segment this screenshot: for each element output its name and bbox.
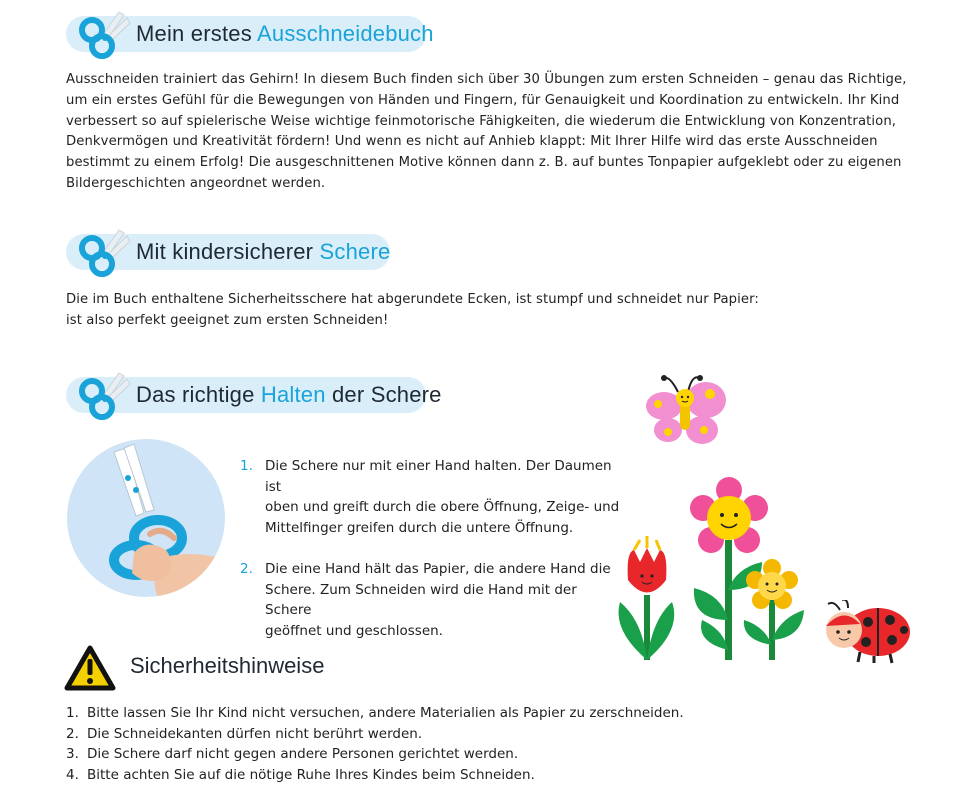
heading-text: Mein erstes Ausschneidebuch <box>66 21 434 47</box>
paragraph-line: Denkvermögen und Kreativität fördern! Und wenn es nicht auf Anhieb klappt: Mit Ihrer Hilfe wird das erste Ausschneiden <box>66 132 966 153</box>
item-number: 3. <box>66 744 79 765</box>
paragraph-line: Bildergeschichten angeordnet werden. <box>66 174 966 195</box>
item-text: Die Schere darf nicht gegen andere Personen gerichtet werden. <box>87 746 518 762</box>
list-item <box>240 456 620 538</box>
item-text: Die Schneidekanten dürfen nicht berührt werden. <box>87 726 422 742</box>
step-number: 1. <box>240 456 253 477</box>
list-item <box>66 765 946 785</box>
section-heading-schere <box>66 234 390 270</box>
scissors-icon <box>72 226 132 278</box>
step-number: 2. <box>240 559 253 580</box>
paragraph-line: bestimmt zu einem Erfolg! Die ausgeschnittenen Motive können dann z. B. auf buntes Tonpapier aufgeklebt oder zu eigenen <box>66 153 966 174</box>
step-line: Die eine Hand hält das Papier, die andere Hand die <box>265 559 620 580</box>
item-text: Bitte lassen Sie Ihr Kind nicht versuchen, andere Materialien als Papier zu zerschneiden. <box>87 705 684 721</box>
step-line: geöffnet und geschlossen. <box>265 621 620 642</box>
item-number: 2. <box>66 724 79 745</box>
safety-heading: Sicherheitshinweise <box>130 653 324 679</box>
butterfly-illustration <box>640 372 728 454</box>
paragraph-line: ist also perfekt geeignet zum ersten Schneiden! <box>66 311 926 332</box>
list-item <box>66 744 946 765</box>
paragraph-line: verbessert so auf spielerische Weise wichtige feinmotorische Fähigkeiten, die wiederum die Entwicklung von Konzentration, <box>66 112 966 133</box>
scissors-icon <box>72 8 132 60</box>
step-line: Die Schere nur mit einer Hand halten. Der Daumen ist <box>265 456 620 497</box>
holding-steps-list <box>240 456 620 662</box>
paragraph-line: Die im Buch enthaltene Sicherheitsschere hat abgerundete Ecken, ist stumpf und schneidet nur Papier: <box>66 290 926 311</box>
ladybug-illustration <box>820 600 912 664</box>
heading-text: Das richtige Halten der Schere <box>66 382 442 408</box>
list-item <box>240 559 620 641</box>
scissors-icon <box>72 369 132 421</box>
item-number: 1. <box>66 703 79 724</box>
flowers-illustration <box>612 470 812 665</box>
hand-holding-scissors-illustration <box>66 438 226 598</box>
step-line: Mittelfinger greifen durch die untere Öffnung. <box>265 518 620 539</box>
scissors-paragraph <box>66 290 926 332</box>
heading-text: Mit kindersicherer Schere <box>66 239 390 265</box>
paragraph-line: Ausschneiden trainiert das Gehirn! In diesem Buch finden sich über 30 Übungen zum ersten Schneiden – genau das Richtige, <box>66 70 966 91</box>
section-heading-ausschneidebuch <box>66 16 426 52</box>
item-text: Bitte achten Sie auf die nötige Ruhe Ihres Kindes beim Schneiden. <box>87 767 535 783</box>
step-line: oben und greift durch die obere Öffnung, Zeige- und <box>265 497 620 518</box>
list-item <box>66 703 946 724</box>
section-heading-halten <box>66 377 426 413</box>
paragraph-line: um ein erstes Gefühl für die Bewegungen von Händen und Fingern, für Genauigkeit und Koordination zu entwickeln. Ihr Kind <box>66 91 966 112</box>
safety-list <box>66 703 946 785</box>
item-number: 4. <box>66 765 79 785</box>
warning-icon <box>64 645 116 691</box>
intro-paragraph <box>66 70 966 195</box>
list-item <box>66 724 946 745</box>
step-line: Schere. Zum Schneiden wird die Hand mit der Schere <box>265 580 620 621</box>
